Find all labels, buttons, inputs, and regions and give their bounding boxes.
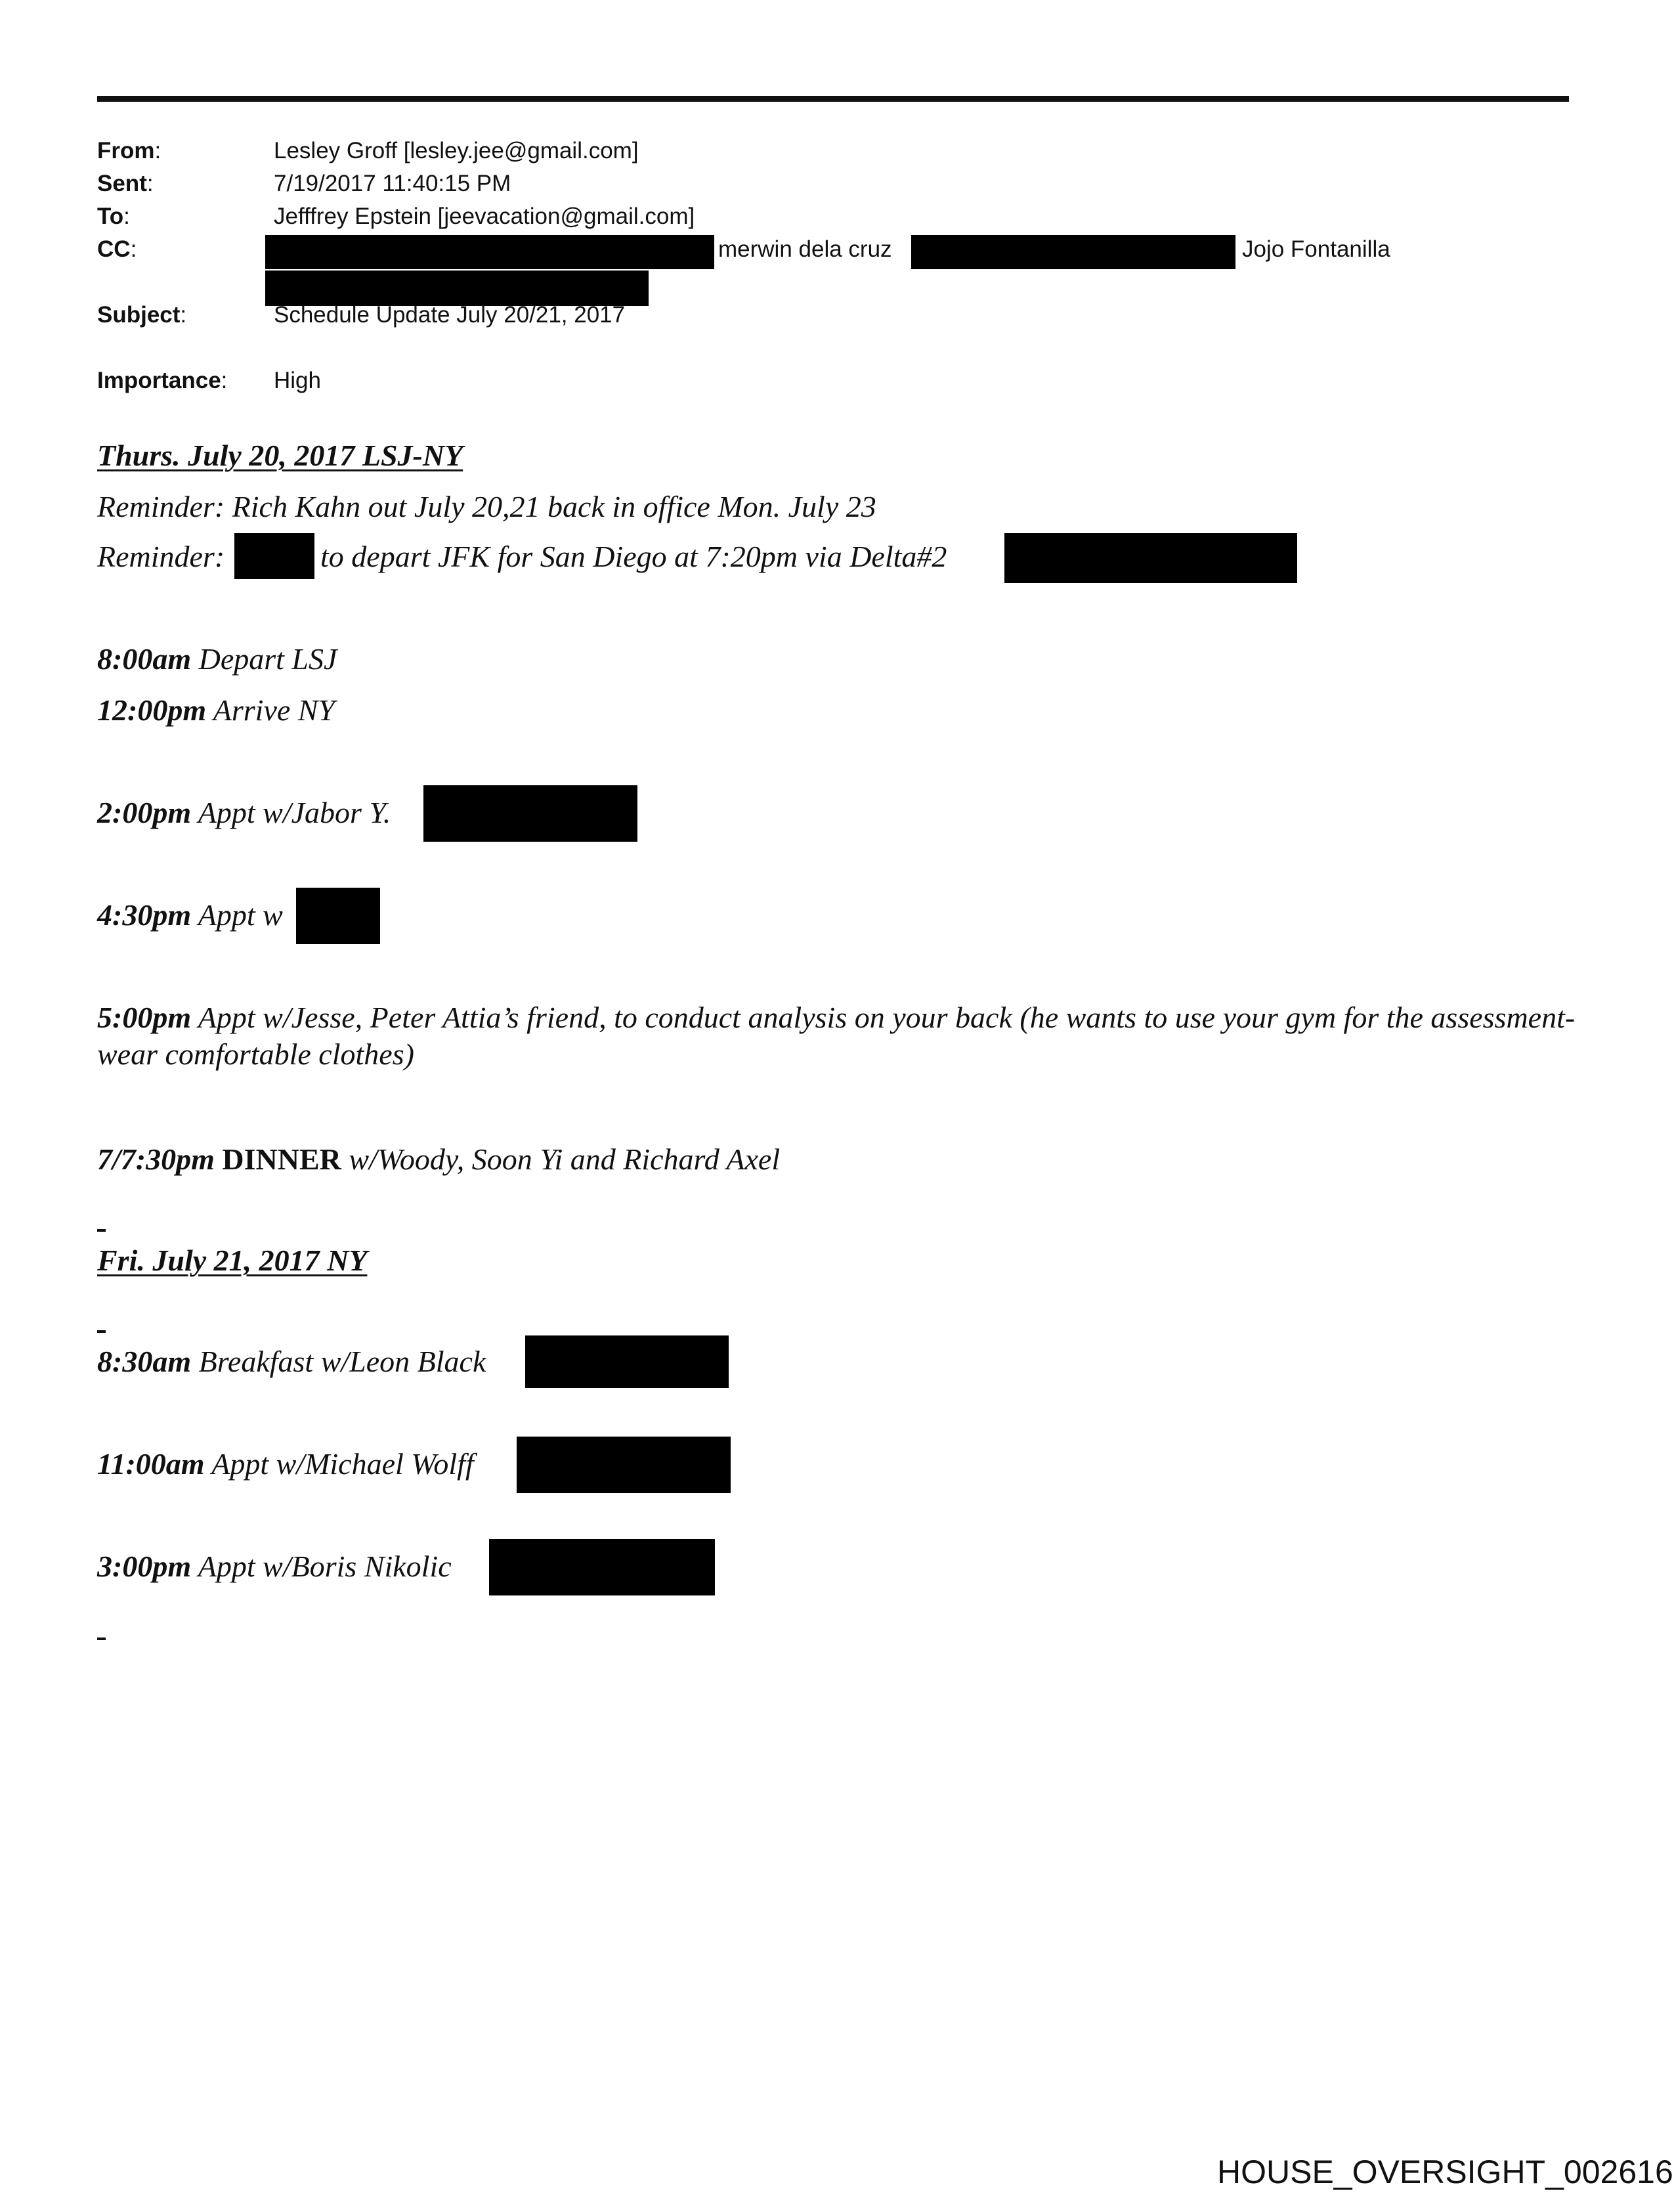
dinner-time: 7/7:30pm (97, 1142, 215, 1176)
cc-name-2: Jojo Fontanilla (1242, 236, 1390, 262)
schedule-item (97, 1446, 474, 1483)
cc-redaction-1 (265, 235, 714, 269)
schedule-time: 8:30am (97, 1345, 192, 1378)
wolff-redaction (517, 1437, 731, 1493)
schedule-item (97, 999, 1594, 1073)
to-value: Jefffrey Epstein [jeevacation@gmail.com] (274, 204, 695, 229)
jabor-redaction (423, 785, 637, 842)
schedule-text: Arrive NY (206, 693, 335, 727)
schedule-text: Depart LSJ (191, 642, 337, 676)
schedule-text: Breakfast w/Leon Black (191, 1345, 486, 1378)
schedule-time: 2:00pm (97, 796, 192, 829)
reminder-2-prefix: Reminder: (97, 540, 225, 573)
schedule-text: Appt w (191, 898, 283, 932)
schedule-item (97, 692, 335, 729)
separator-dash (97, 1330, 106, 1333)
schedule-time: 5:00pm (97, 1001, 192, 1034)
separator-dash (97, 1637, 106, 1640)
schedule-time: 3:00pm (97, 1550, 192, 1583)
dinner-label: DINNER (214, 1142, 341, 1176)
schedule-item (97, 1343, 486, 1380)
schedule-item (97, 794, 391, 831)
schedule-text: Appt w/Michael Wolff (204, 1447, 474, 1481)
dinner-item (97, 1141, 780, 1178)
subject-value: Schedule Update July 20/21, 2017 (274, 302, 626, 328)
schedule-text: Appt w/Jesse, Peter Attia’s friend, to conduct analysis on your back (he wants to use your gym for the assessment-wear comfortable clothes) (97, 1001, 1576, 1071)
reminder-2-suffix: to depart JFK for San Diego at 7:20pm via Delta#2 (320, 540, 947, 573)
from-label: From: (97, 138, 161, 163)
dinner-text: w/Woody, Soon Yi and Richard Axel (341, 1142, 781, 1176)
importance-value: High (274, 368, 321, 393)
to-label: To: (97, 204, 130, 229)
day1-heading: Thurs. July 20, 2017 LSJ-NY (97, 439, 463, 472)
leon-black-redaction (525, 1335, 729, 1388)
schedule-item (97, 1548, 452, 1585)
schedule-time: 12:00pm (97, 693, 207, 727)
importance-label: Importance: (97, 368, 228, 393)
sent-label: Sent: (97, 171, 154, 196)
cc-name-1: merwin dela cruz (718, 236, 892, 262)
reminder-2-redaction-1 (234, 533, 314, 579)
nikolic-redaction (489, 1539, 715, 1595)
schedule-item (97, 897, 283, 934)
cc-label: CC: (97, 236, 137, 262)
appt-430-redaction (296, 888, 380, 944)
cc-redaction-2 (911, 235, 1235, 269)
header-rule (97, 96, 1569, 102)
separator-dash (97, 1229, 106, 1232)
sent-value: 7/19/2017 11:40:15 PM (274, 171, 511, 196)
schedule-time: 8:00am (97, 642, 192, 676)
reminder-1: Reminder: Rich Kahn out July 20,21 back in office Mon. July 23 (97, 490, 876, 523)
schedule-time: 11:00am (97, 1447, 205, 1481)
schedule-time: 4:30pm (97, 898, 192, 932)
schedule-text: Appt w/Jabor Y. (191, 796, 391, 829)
schedule-text: Appt w/Boris Nikolic (191, 1550, 452, 1583)
from-value: Lesley Groff [lesley.jee@gmail.com] (274, 138, 639, 163)
bates-number: HOUSE_OVERSIGHT_002616 (1217, 2154, 1673, 2190)
reminder-2-redaction-2 (1004, 533, 1297, 583)
day2-heading: Fri. July 21, 2017 NY (97, 1244, 368, 1277)
schedule-item (97, 641, 337, 678)
subject-label: Subject: (97, 302, 187, 328)
